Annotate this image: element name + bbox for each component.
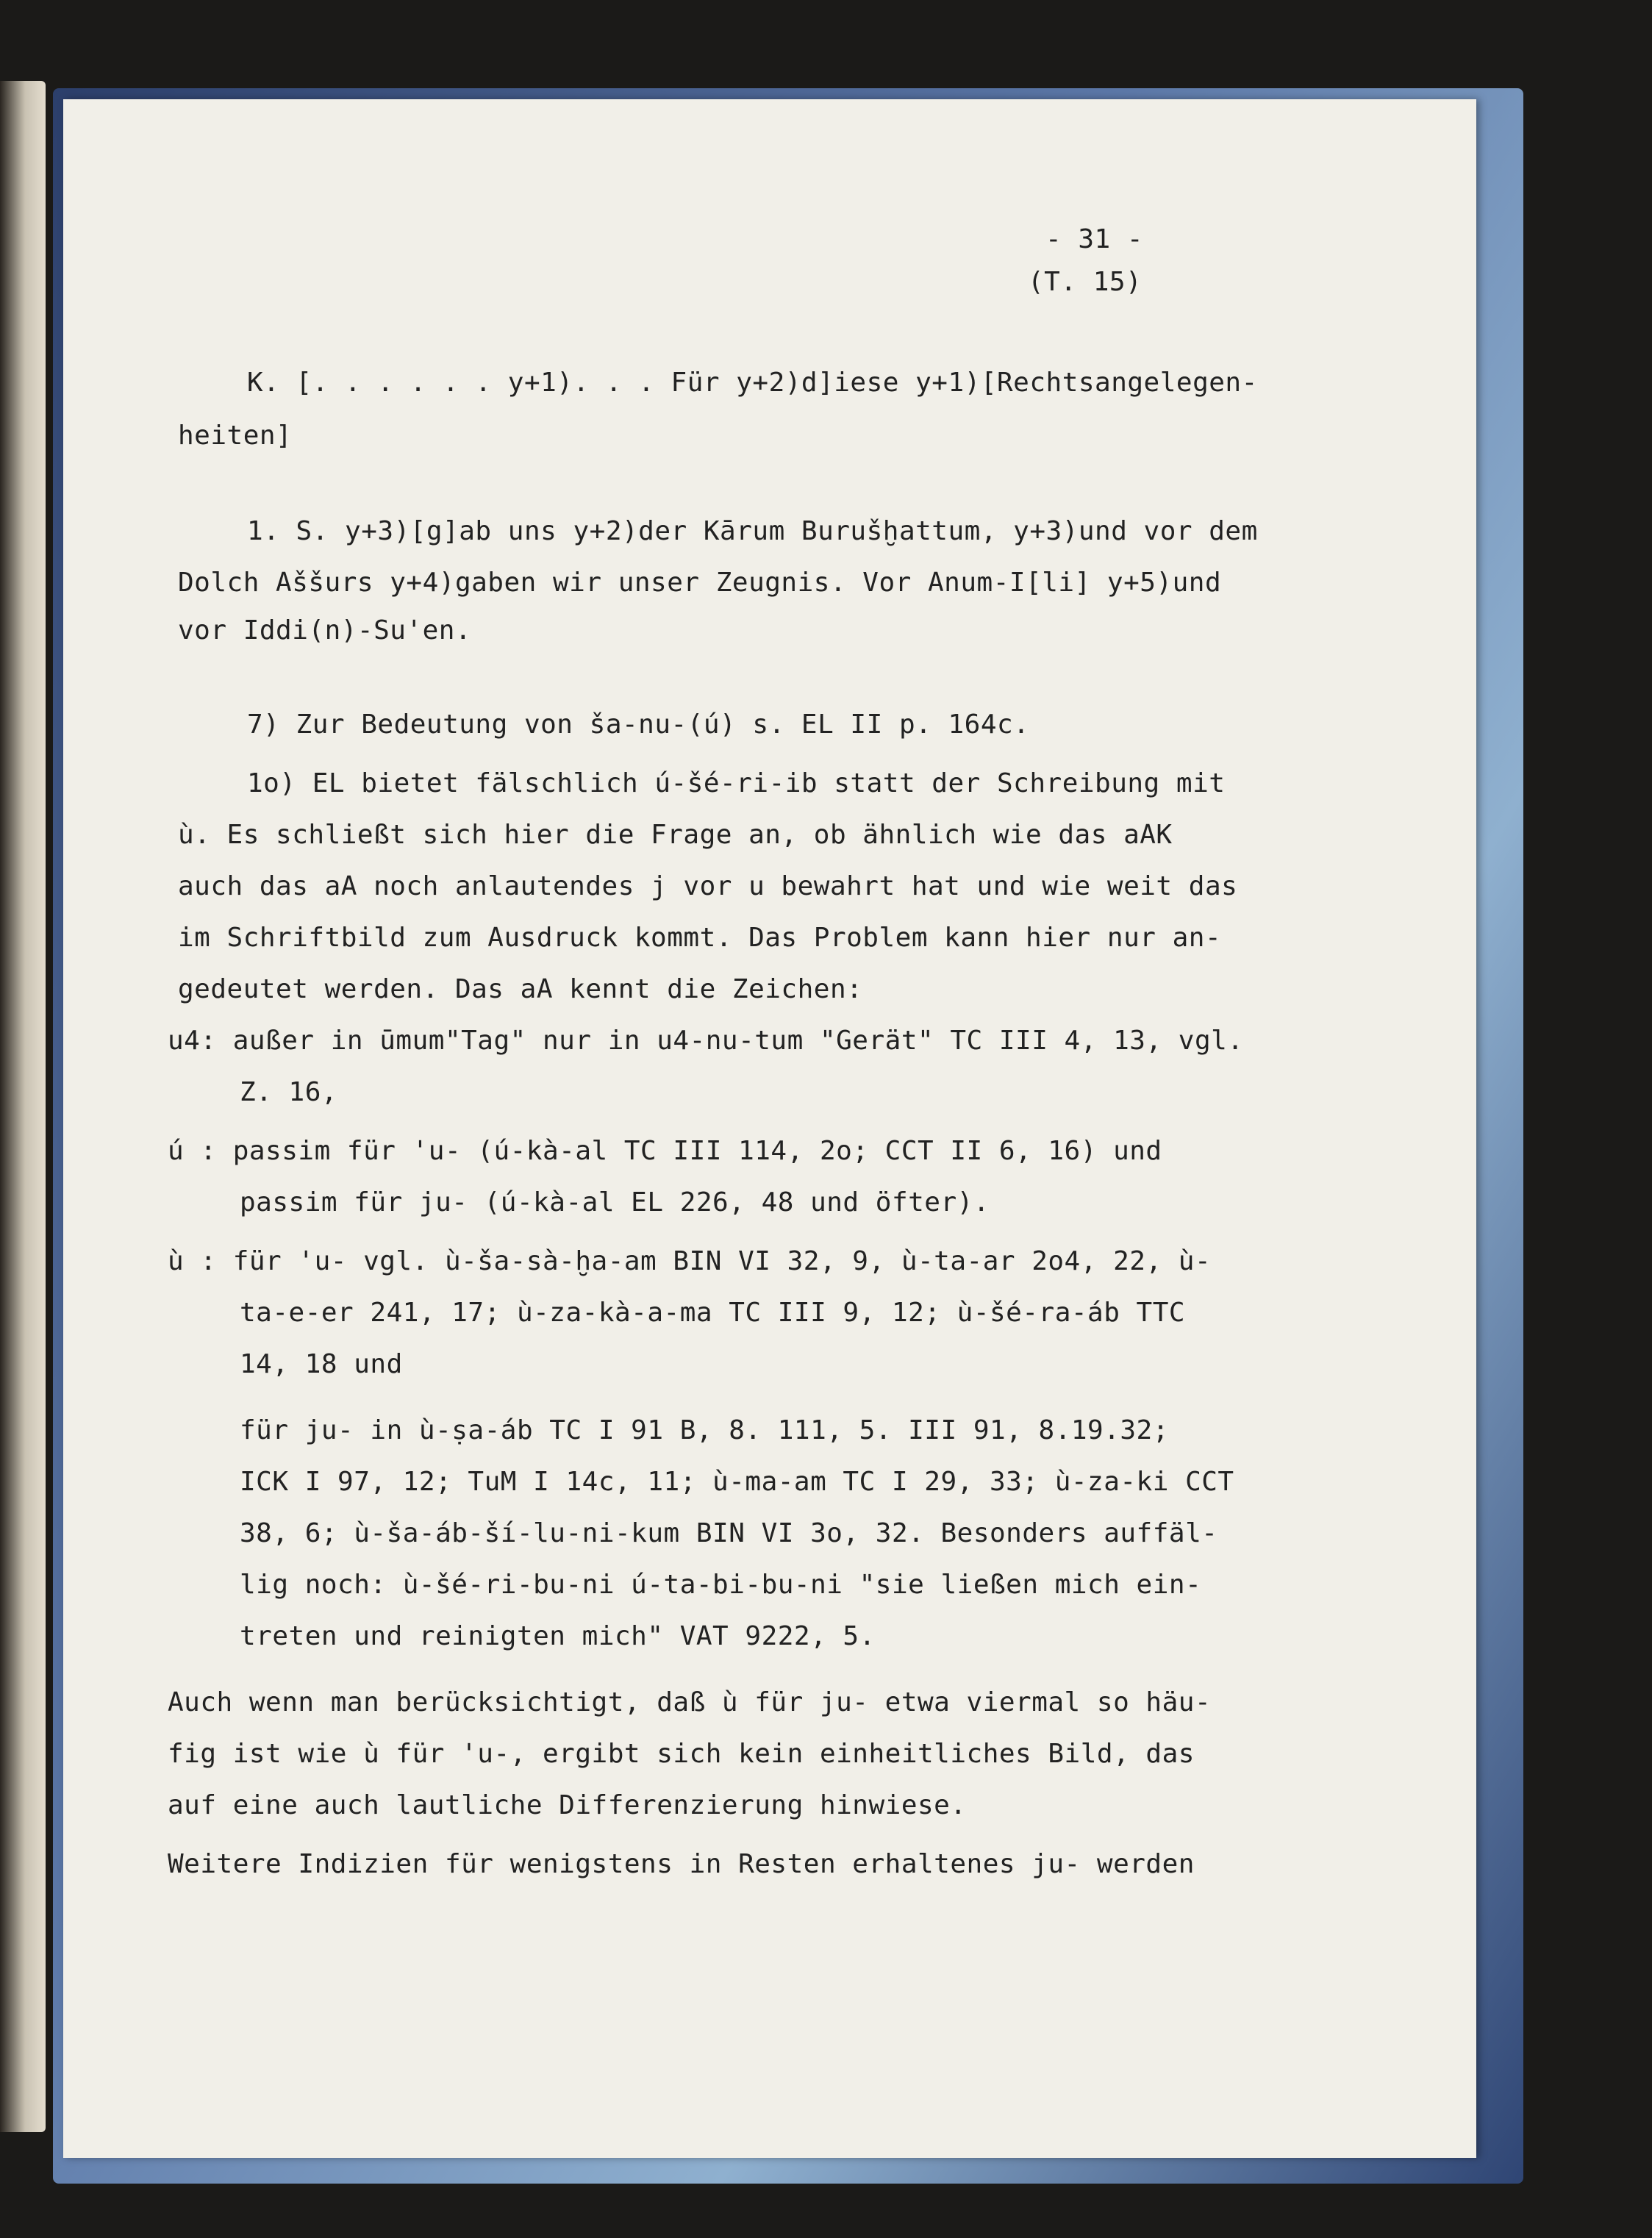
- text-line: vor Iddi(n)-Su'en.: [178, 615, 472, 646]
- text-line: für ju- in ù-ṣa-áb TC I 91 B, 8. 111, 5. III 91, 8.19.32;: [240, 1415, 1169, 1445]
- footnote-10: 1o) EL bietet fälschlich ú-šé-ri-ib statt der Schreibung mit: [247, 768, 1226, 798]
- sign-u-acute-entry: ú : passim für 'u- (ú-kà-al TC III 114, 2o; CCT II 6, 16) und: [168, 1136, 1162, 1166]
- text-line: Z. 16,: [240, 1077, 338, 1107]
- text-line: heiten]: [178, 421, 293, 451]
- section-reference: (T. 15): [1028, 267, 1143, 297]
- page-sheet: [63, 99, 1476, 2158]
- text-line: im Schriftbild zum Ausdruck kommt. Das Problem kann hier nur an-: [178, 923, 1222, 953]
- text-line: Dolch Aššurs y+4)gaben wir unser Zeugnis. Vor Anum-I[li] y+5)und: [178, 568, 1222, 598]
- text-line: 38, 6; ù-ša-áb-ší-lu-ni-kum BIN VI 3o, 32. Besonders auffäl-: [240, 1518, 1218, 1548]
- sign-u-grave-entry: ù : für 'u- vgl. ù-ša-sà-ḫa-am BIN VI 32, 9, ù-ta-ar 2o4, 22, ù-: [168, 1246, 1212, 1276]
- text-line: treten und reinigten mich" VAT 9222, 5.: [240, 1621, 876, 1651]
- page-number: - 31 -: [1045, 224, 1144, 254]
- facing-page-edge: [0, 81, 46, 2132]
- text-line: K. [. . . . . . y+1). . . Für y+2)d]iese y+1)[Rechtsangelegen-: [247, 368, 1258, 398]
- text-line: fig ist wie ù für 'u-, ergibt sich kein einheitliches Bild, das: [168, 1739, 1195, 1769]
- text-line: ICK I 97, 12; TuM I 14c, 11; ù-ma-am TC I 29, 33; ù-za-ki CCT: [240, 1467, 1234, 1497]
- text-line: auf eine auch lautliche Differenzierung hinwiese.: [168, 1790, 967, 1820]
- text-line: lig noch: ù-šé-ri-bu-ni ú-ta-bi-bu-ni "sie ließen mich ein-: [240, 1570, 1202, 1600]
- footnote-7: 7) Zur Bedeutung von ša-nu-(ú) s. EL II p. 164c.: [247, 709, 1030, 740]
- text-line: Weitere Indizien für wenigstens in Resten erhaltenes ju- werden: [168, 1849, 1195, 1879]
- text-line: passim für ju- (ú-kà-al EL 226, 48 und öfter).: [240, 1187, 990, 1218]
- text-line: gedeutet werden. Das aA kennt die Zeichen:: [178, 974, 863, 1004]
- text-line: ù. Es schließt sich hier die Frage an, ob ähnlich wie das aAK: [178, 820, 1173, 850]
- text-line: auch das aA noch anlautendes j vor u bewahrt hat und wie weit das: [178, 871, 1238, 901]
- text-line: 1. S. y+3)[g]ab uns y+2)der Kārum Burušḫattum, y+3)und vor dem: [247, 516, 1258, 546]
- text-line: Auch wenn man berücksichtigt, daß ù für ju- etwa viermal so häu-: [168, 1687, 1212, 1717]
- sign-u4-entry: u4: außer in ūmum"Tag" nur in u4-nu-tum "Gerät" TC III 4, 13, vgl.: [168, 1026, 1244, 1056]
- text-line: ta-e-er 241, 17; ù-za-kà-a-ma TC III 9, 12; ù-šé-ra-áb TTC: [240, 1298, 1186, 1328]
- text-line: 14, 18 und: [240, 1349, 403, 1379]
